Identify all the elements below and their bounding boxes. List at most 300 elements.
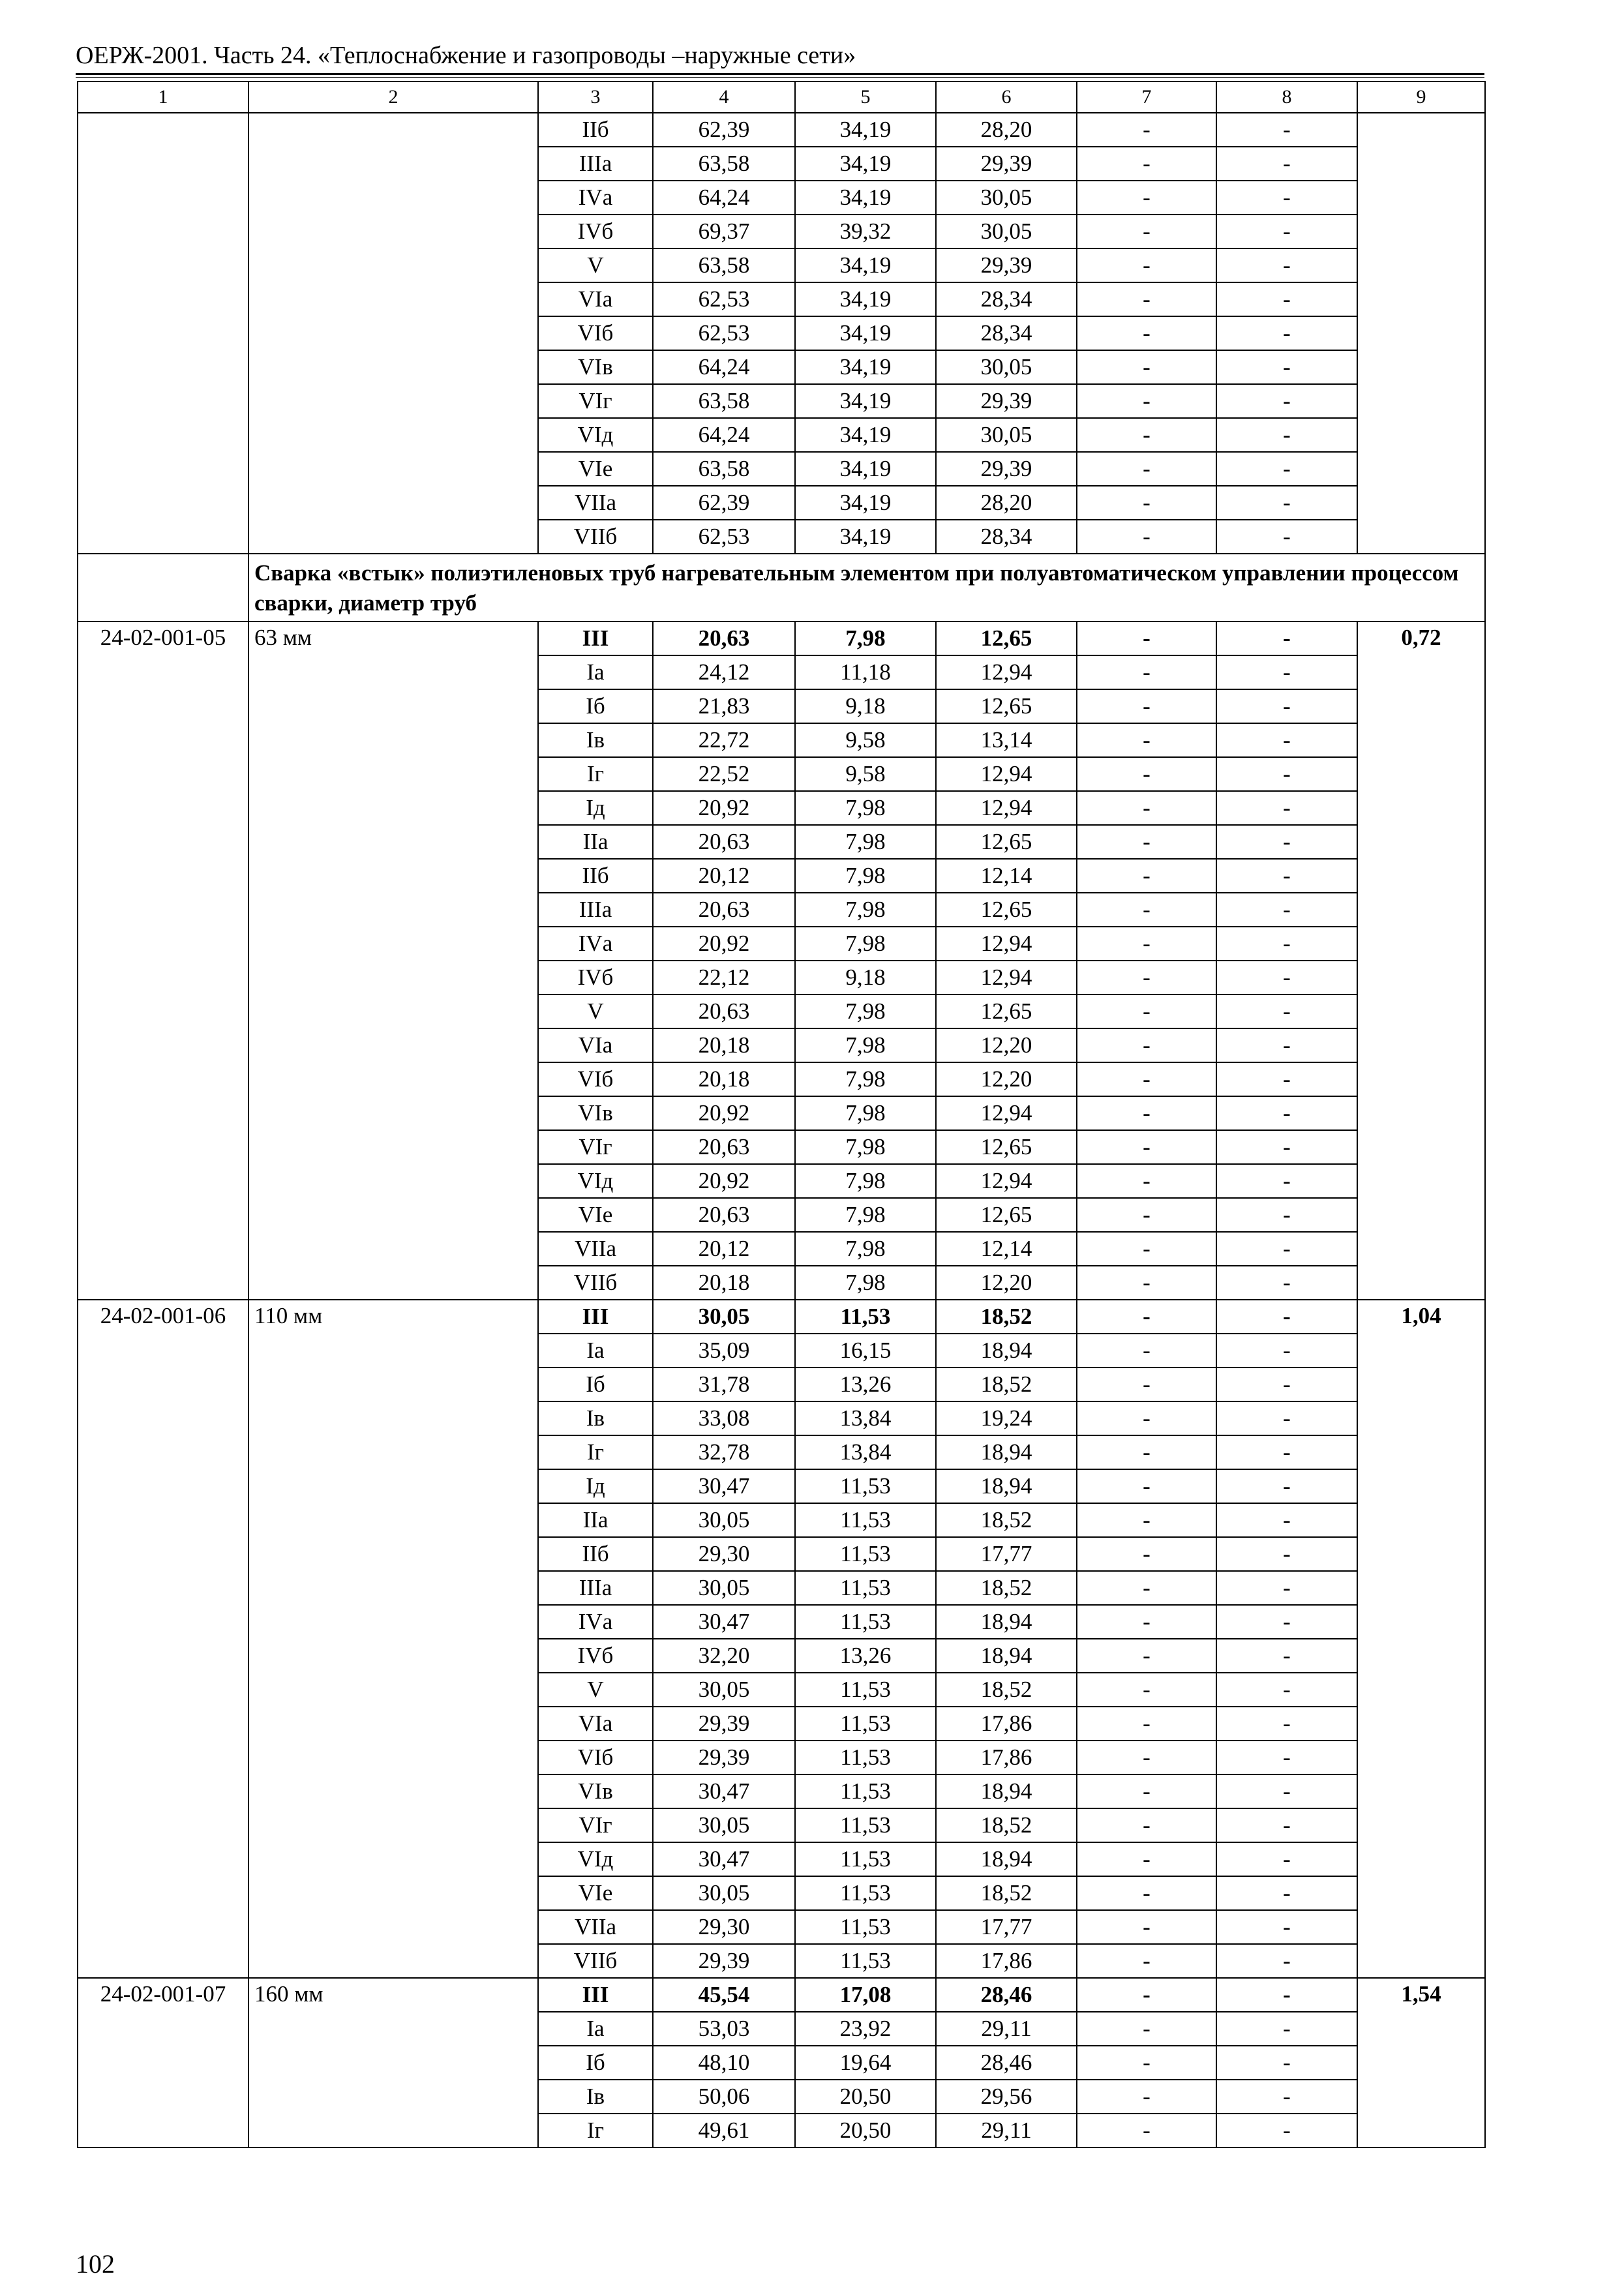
col7-cell: -	[1077, 927, 1216, 961]
zone-cell: VIIб	[538, 1266, 653, 1300]
col6-cell: 28,20	[936, 486, 1077, 520]
zone-cell: III	[538, 1978, 653, 2012]
column-number-3: 3	[538, 82, 653, 113]
col8-cell: -	[1216, 927, 1357, 961]
col4-cell: 64,24	[653, 181, 795, 215]
col7-cell: -	[1077, 486, 1216, 520]
column-number-4: 4	[653, 82, 795, 113]
zone-cell: IIIа	[538, 893, 653, 927]
col4-cell: 63,58	[653, 452, 795, 486]
col7-cell: -	[1077, 1300, 1216, 1334]
col8-cell: -	[1216, 520, 1357, 554]
col8-cell: -	[1216, 1741, 1357, 1774]
zone-cell: VIIб	[538, 1944, 653, 1978]
zone-cell: IIа	[538, 825, 653, 859]
col5-cell: 34,19	[795, 384, 936, 418]
page-header-title: ОЕРЖ-2001. Часть 24. «Теплоснабжение и газопроводы –наружные сети»	[76, 42, 856, 69]
col7-cell: -	[1077, 418, 1216, 452]
zone-cell: VIIа	[538, 1910, 653, 1944]
column-number-9: 9	[1357, 82, 1485, 113]
zone-cell: VIе	[538, 1876, 653, 1910]
col7-cell: -	[1077, 1707, 1216, 1741]
col8-cell: -	[1216, 791, 1357, 825]
col8-cell: -	[1216, 1978, 1357, 2012]
col5-cell: 11,53	[795, 1571, 936, 1605]
col7-cell: -	[1077, 791, 1216, 825]
col6-cell: 12,65	[936, 689, 1077, 723]
col6-cell: 12,65	[936, 995, 1077, 1028]
col7-cell: -	[1077, 1164, 1216, 1198]
col7-cell: -	[1077, 1435, 1216, 1469]
col5-cell: 17,08	[795, 1978, 936, 2012]
col6-cell: 29,11	[936, 2012, 1077, 2046]
section-row	[78, 554, 1485, 621]
col8-cell: -	[1216, 757, 1357, 791]
zone-cell: IVб	[538, 1639, 653, 1673]
col8-cell: -	[1216, 1673, 1357, 1707]
col7-cell: -	[1077, 2046, 1216, 2080]
col4-cell: 50,06	[653, 2080, 795, 2114]
col8-cell: -	[1216, 961, 1357, 995]
col6-cell: 29,56	[936, 2080, 1077, 2114]
col5-cell: 11,53	[795, 1808, 936, 1842]
col4-cell: 20,12	[653, 859, 795, 893]
col7-cell: -	[1077, 689, 1216, 723]
col6-cell: 12,14	[936, 1232, 1077, 1266]
col8-cell: -	[1216, 825, 1357, 859]
col7-cell: -	[1077, 1842, 1216, 1876]
col8-cell: -	[1216, 1164, 1357, 1198]
col4-cell: 30,47	[653, 1605, 795, 1639]
zone-cell: Iв	[538, 2080, 653, 2114]
col9-cell: 1,04	[1357, 1300, 1485, 1978]
col7-cell: -	[1077, 2080, 1216, 2114]
zone-cell: VIб	[538, 1062, 653, 1096]
col5-cell: 11,53	[795, 1537, 936, 1571]
col6-cell: 18,52	[936, 1300, 1077, 1334]
col6-cell: 28,46	[936, 2046, 1077, 2080]
col6-cell: 17,86	[936, 1944, 1077, 1978]
col4-cell: 32,20	[653, 1639, 795, 1673]
col8-cell: -	[1216, 1842, 1357, 1876]
col5-cell: 13,84	[795, 1435, 936, 1469]
col6-cell: 17,77	[936, 1910, 1077, 1944]
col7-cell: -	[1077, 384, 1216, 418]
col4-cell: 29,39	[653, 1741, 795, 1774]
col5-cell: 34,19	[795, 418, 936, 452]
col6-cell: 12,94	[936, 791, 1077, 825]
col5-cell: 9,58	[795, 757, 936, 791]
zone-cell: IIIа	[538, 147, 653, 181]
col7-cell: -	[1077, 1096, 1216, 1130]
col8-cell: -	[1216, 995, 1357, 1028]
col7-cell: -	[1077, 316, 1216, 350]
col4-cell: 30,47	[653, 1842, 795, 1876]
rates-table	[77, 81, 1486, 2148]
col5-cell: 7,98	[795, 927, 936, 961]
col7-cell: -	[1077, 1605, 1216, 1639]
col4-cell: 20,63	[653, 825, 795, 859]
col7-cell: -	[1077, 1944, 1216, 1978]
col7-cell: -	[1077, 520, 1216, 554]
col5-cell: 7,98	[795, 1028, 936, 1062]
code-cell: 24-02-001-06	[78, 1300, 248, 1978]
zone-cell: V	[538, 995, 653, 1028]
col4-cell: 21,83	[653, 689, 795, 723]
col4-cell: 62,39	[653, 113, 795, 147]
col7-cell: -	[1077, 1910, 1216, 1944]
zone-cell: VIа	[538, 1028, 653, 1062]
zone-cell: VIд	[538, 1164, 653, 1198]
col6-cell: 12,20	[936, 1028, 1077, 1062]
col8-cell: -	[1216, 147, 1357, 181]
table-row	[78, 1300, 1485, 1334]
zone-cell: IIа	[538, 1503, 653, 1537]
col7-cell: -	[1077, 995, 1216, 1028]
col5-cell: 34,19	[795, 282, 936, 316]
col6-cell: 29,39	[936, 384, 1077, 418]
col4-cell: 20,92	[653, 1164, 795, 1198]
col5-cell: 23,92	[795, 2012, 936, 2046]
col5-cell: 11,53	[795, 1774, 936, 1808]
zone-cell: V	[538, 248, 653, 282]
zone-cell: V	[538, 1673, 653, 1707]
col6-cell: 17,86	[936, 1741, 1077, 1774]
col8-cell: -	[1216, 452, 1357, 486]
col6-cell: 17,77	[936, 1537, 1077, 1571]
col4-cell: 64,24	[653, 418, 795, 452]
col5-cell: 11,53	[795, 1503, 936, 1537]
col8-cell: -	[1216, 350, 1357, 384]
col6-cell: 12,20	[936, 1266, 1077, 1300]
code-cell: 24-02-001-07	[78, 1978, 248, 2147]
col8-cell: -	[1216, 282, 1357, 316]
col6-cell: 29,11	[936, 2114, 1077, 2147]
col5-cell: 39,32	[795, 215, 936, 248]
col8-cell: -	[1216, 1503, 1357, 1537]
column-number-row	[78, 82, 1485, 113]
col8-cell: -	[1216, 621, 1357, 655]
col4-cell: 63,58	[653, 248, 795, 282]
col6-cell: 18,52	[936, 1368, 1077, 1401]
col7-cell: -	[1077, 215, 1216, 248]
col4-cell: 29,39	[653, 1944, 795, 1978]
col5-cell: 20,50	[795, 2114, 936, 2147]
col5-cell: 7,98	[795, 1232, 936, 1266]
zone-cell: IIб	[538, 1537, 653, 1571]
col6-cell: 18,94	[936, 1842, 1077, 1876]
col7-cell: -	[1077, 1571, 1216, 1605]
col8-cell: -	[1216, 1469, 1357, 1503]
col5-cell: 7,98	[795, 1164, 936, 1198]
col4-cell: 20,63	[653, 893, 795, 927]
col8-cell: -	[1216, 2114, 1357, 2147]
col8-cell: -	[1216, 248, 1357, 282]
col5-cell: 11,53	[795, 1910, 936, 1944]
col6-cell: 18,94	[936, 1469, 1077, 1503]
col8-cell: -	[1216, 316, 1357, 350]
col4-cell: 29,30	[653, 1537, 795, 1571]
col4-cell: 30,05	[653, 1503, 795, 1537]
col8-cell: -	[1216, 859, 1357, 893]
col8-cell: -	[1216, 1368, 1357, 1401]
col8-cell: -	[1216, 1232, 1357, 1266]
col6-cell: 30,05	[936, 350, 1077, 384]
col6-cell: 18,94	[936, 1639, 1077, 1673]
col9-cell: 1,54	[1357, 1978, 1485, 2147]
col8-cell: -	[1216, 486, 1357, 520]
col8-cell: -	[1216, 2046, 1357, 2080]
col8-cell: -	[1216, 1910, 1357, 1944]
col4-cell: 20,92	[653, 1096, 795, 1130]
col6-cell: 18,94	[936, 1435, 1077, 1469]
col9-cell-empty	[1357, 113, 1485, 554]
col7-cell: -	[1077, 859, 1216, 893]
col6-cell: 19,24	[936, 1401, 1077, 1435]
col5-cell: 11,53	[795, 1673, 936, 1707]
col7-cell: -	[1077, 248, 1216, 282]
zone-cell: VIв	[538, 350, 653, 384]
col4-cell: 30,05	[653, 1300, 795, 1334]
page-number: 102	[76, 2249, 115, 2279]
col5-cell: 34,19	[795, 248, 936, 282]
column-number-8: 8	[1216, 82, 1357, 113]
col8-cell: -	[1216, 1334, 1357, 1368]
col4-cell: 20,18	[653, 1062, 795, 1096]
col7-cell: -	[1077, 1368, 1216, 1401]
col8-cell: -	[1216, 689, 1357, 723]
col5-cell: 7,98	[795, 893, 936, 927]
col8-cell: -	[1216, 1707, 1357, 1741]
col5-cell: 11,53	[795, 1605, 936, 1639]
column-number-5: 5	[795, 82, 936, 113]
col7-cell: -	[1077, 1673, 1216, 1707]
col6-cell: 30,05	[936, 418, 1077, 452]
col5-cell: 7,98	[795, 825, 936, 859]
col4-cell: 30,47	[653, 1469, 795, 1503]
header-rule-thin	[76, 77, 1484, 78]
table-row	[78, 621, 1485, 655]
col4-cell: 20,12	[653, 1232, 795, 1266]
zone-cell: IVб	[538, 961, 653, 995]
col4-cell: 45,54	[653, 1978, 795, 2012]
zone-cell: IVа	[538, 927, 653, 961]
zone-cell: IIIа	[538, 1571, 653, 1605]
col7-cell: -	[1077, 1503, 1216, 1537]
col5-cell: 9,58	[795, 723, 936, 757]
col5-cell: 7,98	[795, 1096, 936, 1130]
col7-cell: -	[1077, 1401, 1216, 1435]
col5-cell: 11,53	[795, 1741, 936, 1774]
col4-cell: 62,53	[653, 520, 795, 554]
col6-cell: 18,94	[936, 1605, 1077, 1639]
zone-cell: Iг	[538, 757, 653, 791]
col4-cell: 20,18	[653, 1266, 795, 1300]
col7-cell: -	[1077, 1232, 1216, 1266]
col4-cell: 30,05	[653, 1876, 795, 1910]
zone-cell: VIIа	[538, 1232, 653, 1266]
col7-cell: -	[1077, 113, 1216, 147]
col6-cell: 12,14	[936, 859, 1077, 893]
table-body	[78, 82, 1485, 2147]
col6-cell: 18,52	[936, 1808, 1077, 1842]
col4-cell: 64,24	[653, 350, 795, 384]
col5-cell: 20,50	[795, 2080, 936, 2114]
col5-cell: 7,98	[795, 1130, 936, 1164]
col4-cell: 48,10	[653, 2046, 795, 2080]
col8-cell: -	[1216, 384, 1357, 418]
col6-cell: 29,39	[936, 147, 1077, 181]
column-number-1: 1	[78, 82, 248, 113]
col7-cell: -	[1077, 1130, 1216, 1164]
section-title: Сварка «встык» полиэтиленовых труб нагревательным элементом при полуавтоматическом управлении процессом сварки, диаметр труб	[248, 554, 1485, 621]
col4-cell: 24,12	[653, 655, 795, 689]
col5-cell: 11,53	[795, 1469, 936, 1503]
diameter-cell-empty	[248, 113, 538, 554]
col5-cell: 16,15	[795, 1334, 936, 1368]
col7-cell: -	[1077, 350, 1216, 384]
column-number-2: 2	[248, 82, 538, 113]
col5-cell: 34,19	[795, 486, 936, 520]
col7-cell: -	[1077, 282, 1216, 316]
col8-cell: -	[1216, 1876, 1357, 1910]
col8-cell: -	[1216, 1401, 1357, 1435]
zone-cell: VIIа	[538, 486, 653, 520]
col7-cell: -	[1077, 452, 1216, 486]
col4-cell: 62,53	[653, 282, 795, 316]
col6-cell: 12,94	[936, 927, 1077, 961]
col5-cell: 34,19	[795, 452, 936, 486]
zone-cell: VIд	[538, 418, 653, 452]
zone-cell: Iг	[538, 1435, 653, 1469]
col7-cell: -	[1077, 1978, 1216, 2012]
col8-cell: -	[1216, 418, 1357, 452]
col8-cell: -	[1216, 2080, 1357, 2114]
zone-cell: III	[538, 1300, 653, 1334]
col4-cell: 63,58	[653, 384, 795, 418]
zone-cell: Iб	[538, 689, 653, 723]
col4-cell: 30,05	[653, 1808, 795, 1842]
col6-cell: 12,94	[936, 655, 1077, 689]
col4-cell: 69,37	[653, 215, 795, 248]
col5-cell: 34,19	[795, 316, 936, 350]
zone-cell: VIIб	[538, 520, 653, 554]
col7-cell: -	[1077, 1469, 1216, 1503]
col8-cell: -	[1216, 1435, 1357, 1469]
col4-cell: 20,18	[653, 1028, 795, 1062]
zone-cell: IIб	[538, 113, 653, 147]
col5-cell: 9,18	[795, 689, 936, 723]
col5-cell: 11,53	[795, 1944, 936, 1978]
col4-cell: 20,92	[653, 791, 795, 825]
col4-cell: 20,63	[653, 995, 795, 1028]
col4-cell: 32,78	[653, 1435, 795, 1469]
zone-cell: IIб	[538, 859, 653, 893]
col6-cell: 12,65	[936, 893, 1077, 927]
zone-cell: IVа	[538, 1605, 653, 1639]
col4-cell: 62,53	[653, 316, 795, 350]
col8-cell: -	[1216, 1130, 1357, 1164]
zone-cell: VIг	[538, 1130, 653, 1164]
col7-cell: -	[1077, 1334, 1216, 1368]
col7-cell: -	[1077, 1198, 1216, 1232]
diameter-cell: 160 мм	[248, 1978, 538, 2147]
zone-cell: Iв	[538, 1401, 653, 1435]
zone-cell: Iд	[538, 791, 653, 825]
table-row	[78, 1978, 1485, 2012]
col8-cell: -	[1216, 655, 1357, 689]
col8-cell: -	[1216, 1808, 1357, 1842]
zone-cell: VIд	[538, 1842, 653, 1876]
col8-cell: -	[1216, 113, 1357, 147]
zone-cell: VIе	[538, 1198, 653, 1232]
col8-cell: -	[1216, 1571, 1357, 1605]
col4-cell: 22,72	[653, 723, 795, 757]
col7-cell: -	[1077, 1639, 1216, 1673]
zone-cell: VIа	[538, 282, 653, 316]
zone-cell: Iв	[538, 723, 653, 757]
col5-cell: 7,98	[795, 995, 936, 1028]
col4-cell: 49,61	[653, 2114, 795, 2147]
col5-cell: 7,98	[795, 859, 936, 893]
col5-cell: 11,53	[795, 1842, 936, 1876]
section-code-empty	[78, 554, 248, 621]
col6-cell: 12,94	[936, 1164, 1077, 1198]
zone-cell: III	[538, 621, 653, 655]
col8-cell: -	[1216, 1300, 1357, 1334]
col4-cell: 20,63	[653, 1130, 795, 1164]
col6-cell: 13,14	[936, 723, 1077, 757]
col8-cell: -	[1216, 1198, 1357, 1232]
col5-cell: 7,98	[795, 621, 936, 655]
col6-cell: 30,05	[936, 215, 1077, 248]
col6-cell: 17,86	[936, 1707, 1077, 1741]
zone-cell: Iб	[538, 2046, 653, 2080]
col4-cell: 22,52	[653, 757, 795, 791]
code-cell: 24-02-001-05	[78, 621, 248, 1300]
col6-cell: 18,52	[936, 1571, 1077, 1605]
col7-cell: -	[1077, 2114, 1216, 2147]
table-row	[78, 113, 1485, 147]
col6-cell: 18,94	[936, 1334, 1077, 1368]
col7-cell: -	[1077, 655, 1216, 689]
col7-cell: -	[1077, 181, 1216, 215]
col7-cell: -	[1077, 1537, 1216, 1571]
col6-cell: 12,94	[936, 961, 1077, 995]
col6-cell: 28,34	[936, 316, 1077, 350]
col5-cell: 11,18	[795, 655, 936, 689]
col6-cell: 28,20	[936, 113, 1077, 147]
col8-cell: -	[1216, 181, 1357, 215]
diameter-cell: 110 мм	[248, 1300, 538, 1978]
col7-cell: -	[1077, 1062, 1216, 1096]
col5-cell: 19,64	[795, 2046, 936, 2080]
column-number-6: 6	[936, 82, 1077, 113]
col8-cell: -	[1216, 215, 1357, 248]
zone-cell: VIг	[538, 1808, 653, 1842]
col6-cell: 28,34	[936, 520, 1077, 554]
col4-cell: 29,30	[653, 1910, 795, 1944]
col4-cell: 30,05	[653, 1673, 795, 1707]
col6-cell: 18,52	[936, 1503, 1077, 1537]
col5-cell: 34,19	[795, 520, 936, 554]
col7-cell: -	[1077, 621, 1216, 655]
zone-cell: VIб	[538, 316, 653, 350]
col6-cell: 12,65	[936, 621, 1077, 655]
col4-cell: 63,58	[653, 147, 795, 181]
zone-cell: VIб	[538, 1741, 653, 1774]
col6-cell: 30,05	[936, 181, 1077, 215]
